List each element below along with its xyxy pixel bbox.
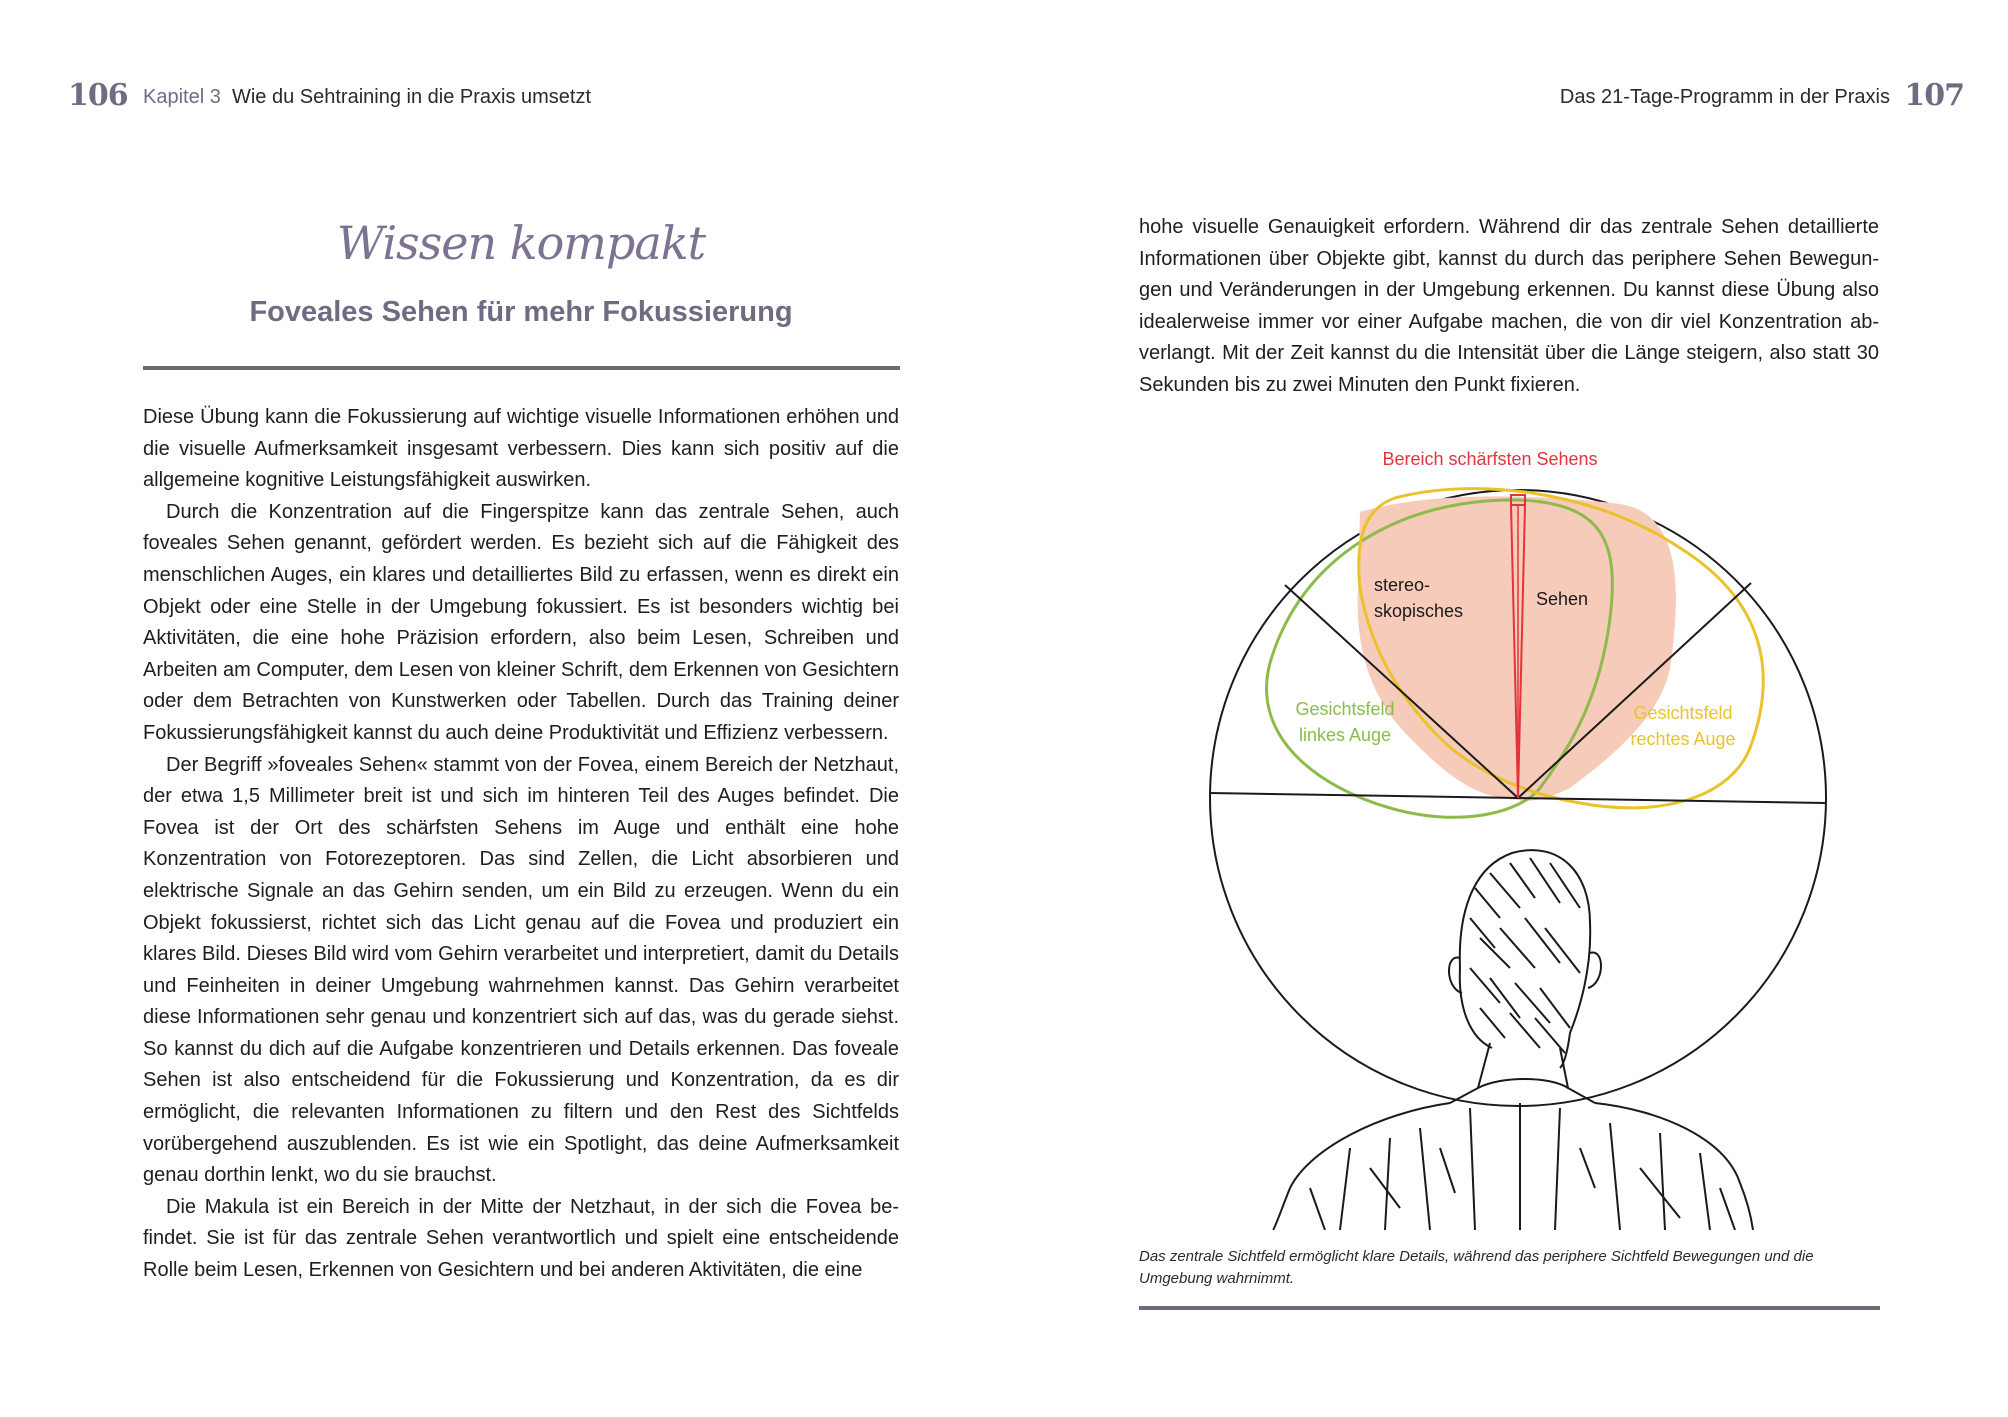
visual-field-illustration xyxy=(1140,448,1840,1230)
paragraph: Die Makula ist ein Bereich in der Mitte der Netzhaut, in der sich die Fovea befindet. Sie ist für das zentrale Sehen verantwortlich und spielt eine entscheidende Rolle beim Lesen, Erkennen von Gesichtern und bei anderen Aktivitäten, die eine xyxy=(143,1195,899,1282)
left-body-text xyxy=(143,402,899,1287)
label-right-eye-1: Gesichtsfeld xyxy=(1633,703,1733,723)
paragraph: Diese Übung kann die Fokussierung auf wichtige visuelle Informationen erhöhen und die visuelle Aufmerksamkeit insgesamt verbessern. Dies kann sich positiv auf die allgemeine kognitive Leistungsfähigkeit auswirken. xyxy=(143,406,899,492)
label-focus: Bereich schärfsten Sehens xyxy=(1382,449,1598,469)
box-kicker: Wissen kompakt xyxy=(336,216,706,270)
chapter-title: Wie du Sehtraining in die Praxis umsetzt xyxy=(231,86,592,108)
running-header-left xyxy=(143,86,591,109)
label-right-eye-2: rechtes Auge xyxy=(1630,729,1736,749)
running-header-right: Das 21-Tage-Programm in der Praxis xyxy=(1559,86,1890,108)
paragraph: Der Begriff »foveales Sehen« stammt von der Fovea, einem Bereich der Netzhaut, der etwa 1,5 Millimeter breit ist und sich im hinteren Teil des Auges befindet. Die Fovea ist der Ort des schärfsten Sehens im Auge und enthält eine hohe Konzentration von Fotorezeptoren. Das sind Zellen, die Licht absorbieren und elektrische Signale an das Gehirn senden, um ein Bild zu erzeugen. Wenn du ein Objekt fokussierst, richtet sich das Licht genau auf die Fovea und produziert ein klares Bild. Dieses Bild wird vom Gehirn verarbeitet und interpretiert, damit du Details und Feinheiten in deiner Umgebung wahrnehmen kannst. Das Gehirn verarbeitet diese Informationen sehr genau und konzentriert sich auf das, was du gerade siehst. So kannst du dich auf die Aufgabe konzentrieren und Details erkennen. Das foveale Sehen ist also entscheidend für die Fokussierung und Konzentration, da es dir ermöglicht, die relevanten Informationen zu filtern und den Rest des Sichtfelds vorübergehend auszublenden. Es ist wie ein Spotlight, das deine Aufmerksamkeit genau dorthin lenkt, wo du sie brauchst. xyxy=(143,753,899,1187)
label-left-eye-1: Gesichtsfeld xyxy=(1295,699,1395,719)
label-stereo-2: skopisches xyxy=(1374,601,1464,621)
label-stereo-1: stereo- xyxy=(1374,575,1431,595)
box-top-rule xyxy=(143,366,900,370)
right-body-text xyxy=(1139,212,1879,402)
label-left-eye-2: linkes Auge xyxy=(1298,725,1392,745)
page-number-left: 106 xyxy=(68,78,128,113)
box-bottom-rule xyxy=(1139,1306,1880,1310)
box-title: Foveales Sehen für mehr Fokussierung xyxy=(249,296,793,328)
chapter-label: Kapitel 3 xyxy=(143,86,221,108)
visual-field-figure xyxy=(1140,448,1840,1230)
page-number-right: 107 xyxy=(1904,78,1964,113)
paragraph: hohe visuelle Genauigkeit erfordern. Während dir das zentrale Sehen detaillierte Informationen über Objekte gibt, kannst du durch das periphere Sehen Bewegungen und Veränderungen in der Umgebung erkennen. Du kannst diese Übung also idealerweise immer vor einer Aufgabe machen, die von dir viel Konzentration abverlangt. Mit der Zeit kannst du die Intensität über die Länge steigern, also statt 30 Sekunden bis zu zwei Minuten den Punkt fixieren. xyxy=(1139,216,1879,396)
label-sehen: Sehen xyxy=(1536,589,1589,609)
figure-caption: Das zentrale Sichtfeld ermöglicht klare Details, während das periphere Sichtfeld Bewegungen und die Umgebung wahrnimmt. xyxy=(1139,1248,1814,1287)
person-drawing xyxy=(1273,850,1753,1230)
paragraph: Durch die Konzentration auf die Fingerspitze kann das zentrale Sehen, auch foveales Sehen genannt, gefördert werden. Es bezieht sich auf die Fähigkeit des menschlichen Auges, ein klares und detailliertes Bild zu erfassen, wenn es direkt ein Objekt oder eine Stelle in der Umgebung fokussiert. Es ist besonders wichtig bei Aktivitäten, die eine hohe Präzision erfordern, also beim Lesen, Schreiben und Arbeiten am Computer, dem Lesen von kleiner Schrift, dem Erkennen von Gesichtern oder dem Betrachten von Kunstwerken oder Tabellen. Durch das Training deiner Fokussierungsfähigkeit kannst du auch deine Produktivität und Effizienz verbessern. xyxy=(143,500,899,744)
